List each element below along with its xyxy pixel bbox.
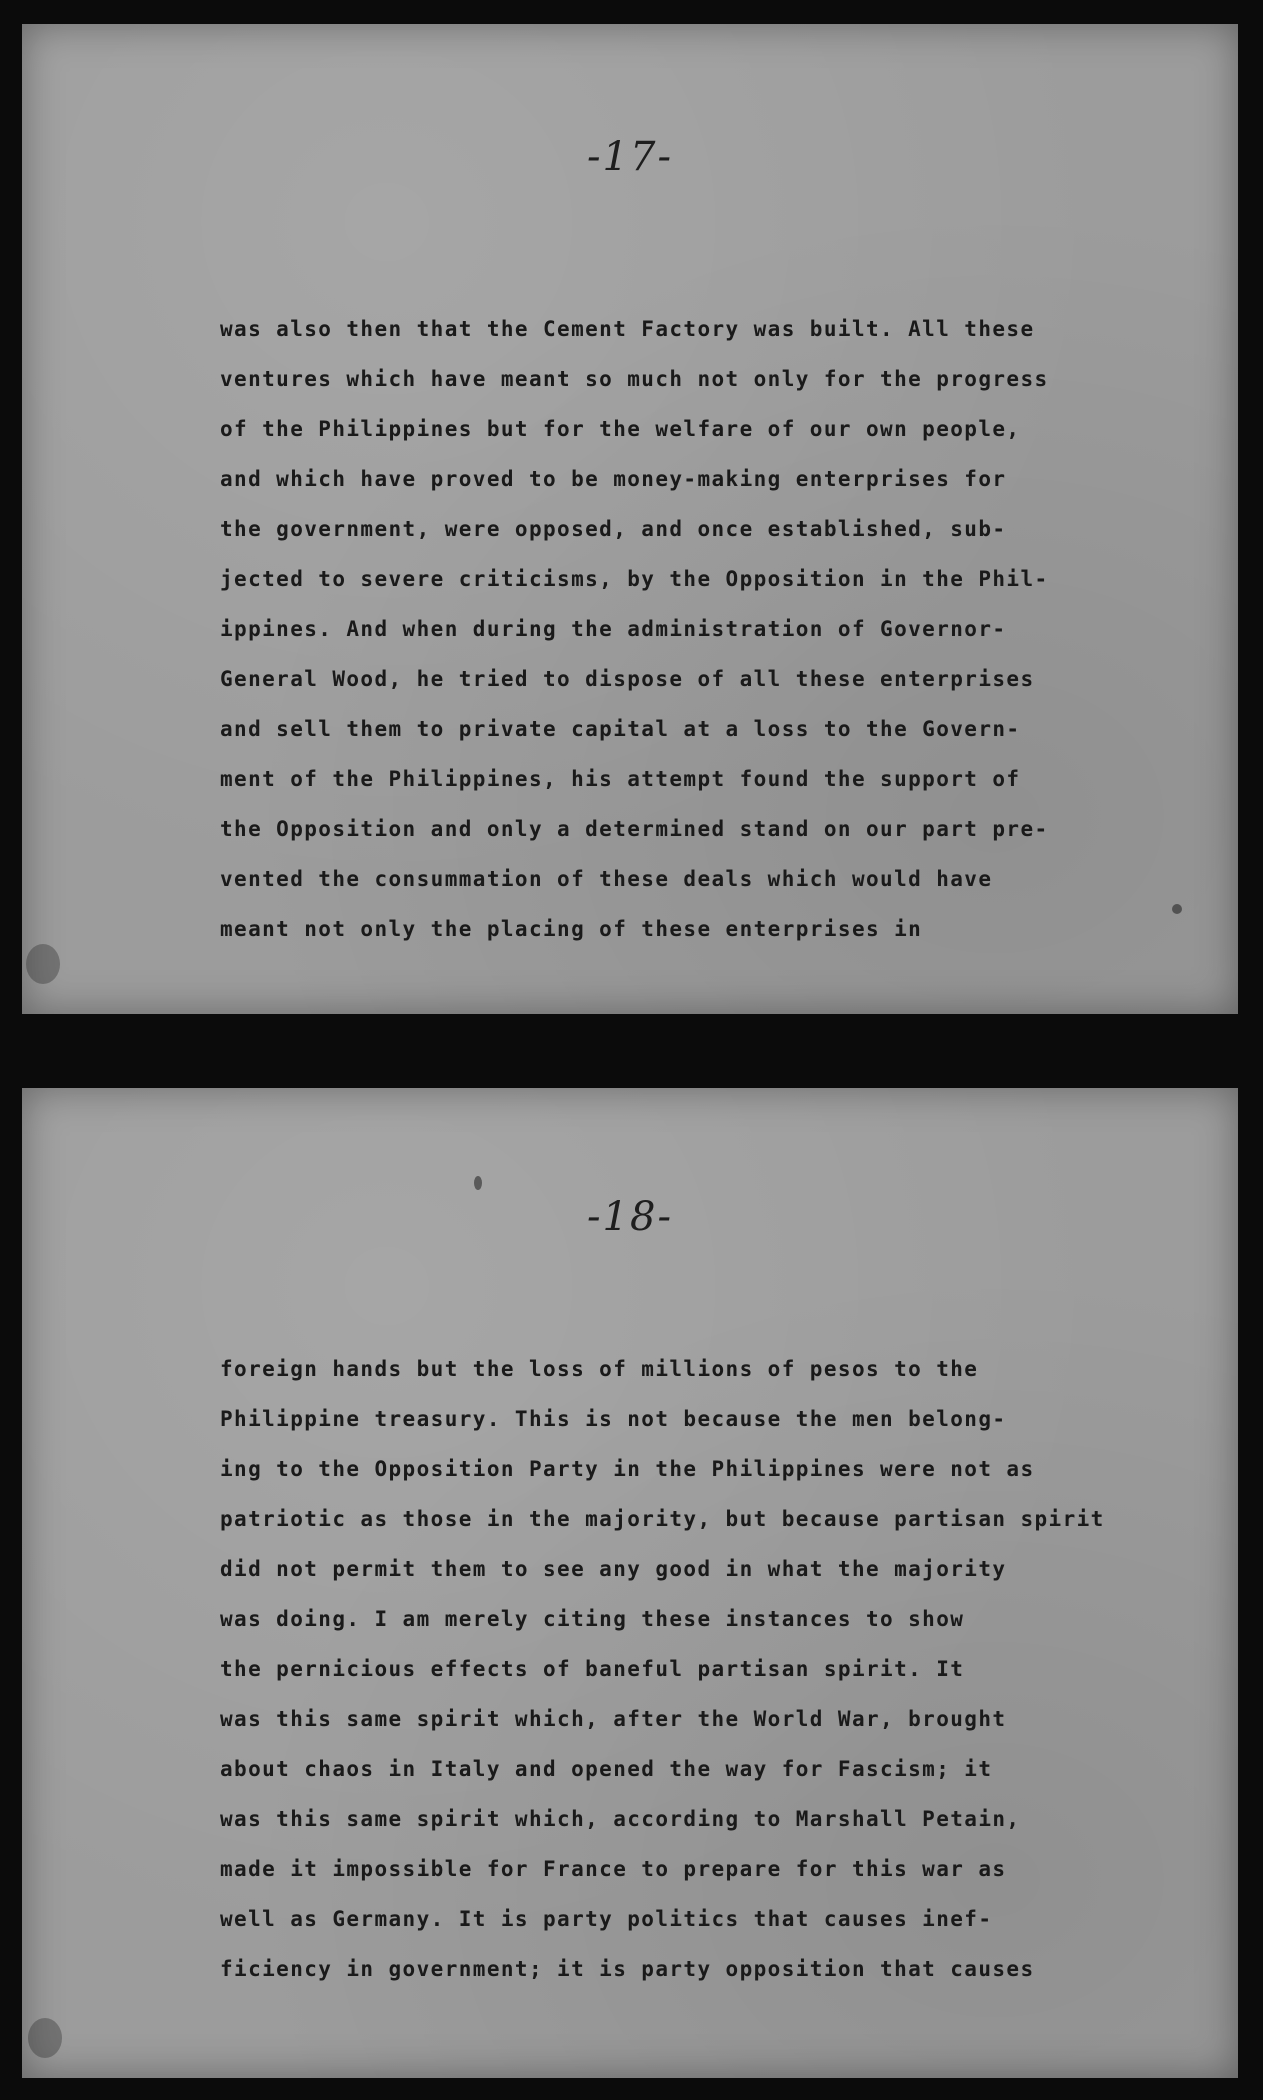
text-line: patriotic as those in the majority, but because partisan spirit bbox=[220, 1507, 1105, 1531]
text-line: General Wood, he tried to dispose of all these enterprises bbox=[220, 667, 1035, 691]
document-page-18 bbox=[22, 1088, 1238, 2078]
page-body-text bbox=[220, 1344, 1105, 1994]
document-page-17 bbox=[22, 24, 1238, 1014]
text-line: meant not only the placing of these enterprises in bbox=[220, 917, 923, 941]
text-line: Philippine treasury. This is not because the men belong- bbox=[220, 1407, 1007, 1431]
text-line: did not permit them to see any good in what the majority bbox=[220, 1557, 1007, 1581]
text-line: ventures which have meant so much not only for the progress bbox=[220, 367, 1049, 391]
text-line: ficiency in government; it is party opposition that causes bbox=[220, 1957, 1035, 1981]
ink-smudge bbox=[474, 1176, 482, 1190]
ink-smudge bbox=[28, 2018, 62, 2058]
text-line: foreign hands but the loss of millions of pesos to the bbox=[220, 1357, 979, 1381]
text-line: jected to severe criticisms, by the Opposition in the Phil- bbox=[220, 567, 1049, 591]
text-line: and sell them to private capital at a loss to the Govern- bbox=[220, 717, 1021, 741]
text-line: was this same spirit which, after the World War, brought bbox=[220, 1707, 1007, 1731]
text-line: the Opposition and only a determined stand on our part pre- bbox=[220, 817, 1049, 841]
page-body-text bbox=[220, 304, 1049, 954]
text-line: vented the consummation of these deals which would have bbox=[220, 867, 993, 891]
text-line: made it impossible for France to prepare for this war as bbox=[220, 1857, 1007, 1881]
text-line: the pernicious effects of baneful partisan spirit. It bbox=[220, 1657, 965, 1681]
text-line: about chaos in Italy and opened the way for Fascism; it bbox=[220, 1757, 993, 1781]
ink-smudge bbox=[1172, 904, 1182, 914]
text-line: was also then that the Cement Factory was built. All these bbox=[220, 317, 1035, 341]
text-line: of the Philippines but for the welfare of our own people, bbox=[220, 417, 1021, 441]
text-line: the government, were opposed, and once established, sub- bbox=[220, 517, 1007, 541]
page-number: -17- bbox=[587, 134, 673, 180]
text-line: well as Germany. It is party politics that causes inef- bbox=[220, 1907, 993, 1931]
text-line: ippines. And when during the administration of Governor- bbox=[220, 617, 1007, 641]
text-line: ing to the Opposition Party in the Philippines were not as bbox=[220, 1457, 1035, 1481]
text-line: was this same spirit which, according to Marshall Petain, bbox=[220, 1807, 1021, 1831]
text-line: and which have proved to be money-making enterprises for bbox=[220, 467, 1007, 491]
page-number: -18- bbox=[587, 1194, 673, 1240]
text-line: ment of the Philippines, his attempt found the support of bbox=[220, 767, 1021, 791]
text-line: was doing. I am merely citing these instances to show bbox=[220, 1607, 965, 1631]
ink-smudge bbox=[26, 944, 60, 984]
